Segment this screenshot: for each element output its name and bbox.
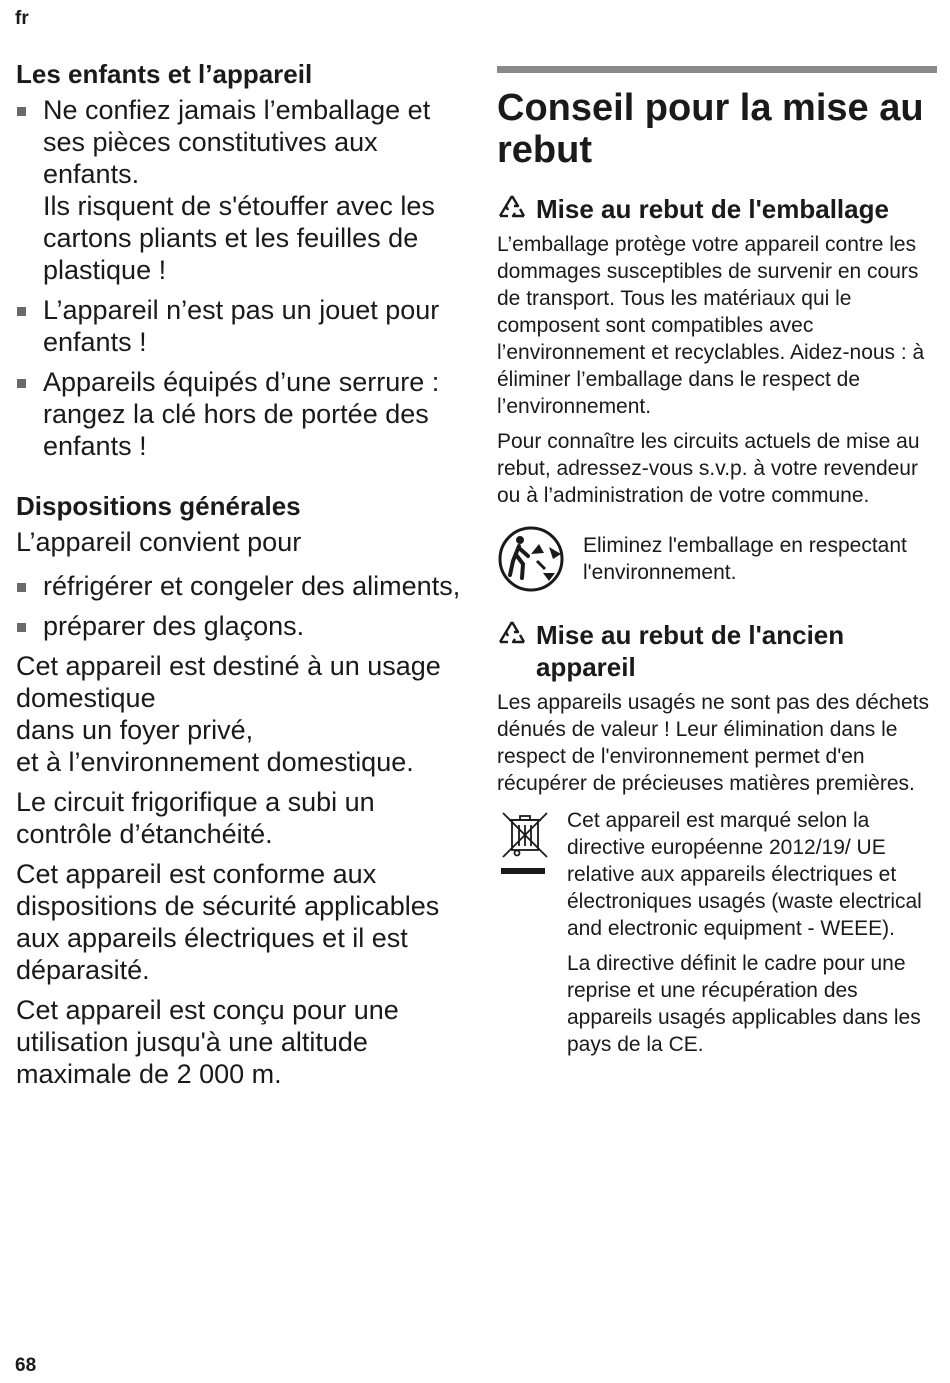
section-divider [497,66,937,73]
page-number: 68 [15,1355,37,1376]
weee-paragraph: La directive définit le cadre pour une reprise et une récupération des appareils usagés applicables dans les pays de la CE. [567,952,921,1056]
section-title-children: Les enfants et l’appareil [16,59,313,89]
list-item-text: Appareils équipés d’une serrure : rangez la clé hors de portée des enfants ! [43,367,440,461]
list-item-text: préparer des glaçons. [43,611,305,641]
section-title-packaging [497,193,937,225]
section-title-text: Mise au rebut de l'ancien appareil [536,620,845,682]
recycle-icon [497,193,527,223]
tidyman-notice [497,523,937,595]
list-item [16,366,466,462]
general-paragraph: Le circuit frigorifique a subi un contrôle d’étanchéité. [16,787,375,849]
bullet-square-icon [17,107,26,116]
list-item [16,570,466,602]
bullet-square-icon [17,379,26,388]
list-item-text: L’appareil n’est pas un jouet pour enfants ! [43,295,440,357]
general-paragraph: Cet appareil est conforme aux dispositions de sécurité applicables aux appareils électriques et il est déparasité. [16,859,440,985]
list-item [16,294,466,358]
weee-paragraph: Cet appareil est marqué selon la directive européenne 2012/19/ UE relative aux appareils électriques et électroniques usagés (waste electrical and electronic equipment - WEEE). [567,809,922,940]
section-title-general: Dispositions générales [16,491,301,521]
old-appliance-intro: Les appareils usagés ne sont pas des déchets dénués de valeur ! Leur élimination dans le respect de l'environnement permet d'en récupérer de précieuses matières premières. [497,691,929,795]
packaging-paragraph: Pour connaître les circuits actuels de mise au rebut, adressez-vous s.v.p. à votre revendeur ou à l’administration de votre commune. [497,430,920,507]
tidyman-recycling-icon [497,523,573,595]
packaging-paragraph: L’emballage protège votre appareil contre les dommages susceptibles de survenir en cours de transport. Tous les matériaux qui le composent sont compatibles avec l’environnement et recyclables. Aidez-nous : à éliminer l’emballage dans le respect de l’environnement. [497,233,925,418]
section-title-text: Mise au rebut de l'emballage [536,194,889,224]
tidyman-caption: Eliminez l'emballage en respectant l'environnement. [583,534,907,584]
language-code: fr [15,8,29,29]
right-column [497,66,937,1066]
weee-notice [497,807,937,1066]
general-bullet-list [16,570,466,642]
crossed-out-bin-icon [497,807,553,879]
left-column [16,58,466,1098]
weee-text [567,807,937,1066]
bullet-square-icon [17,623,26,632]
page-title: Conseil pour la mise au rebut [497,87,924,171]
section-title-old-appliance [497,619,937,683]
list-item [16,610,466,642]
children-bullet-list [16,94,466,462]
general-paragraph: Cet appareil est conçu pour une utilisation jusqu'à une altitude maximale de 2 000 m. [16,995,399,1089]
bullet-square-icon [17,307,26,316]
list-item-text: Ne confiez jamais l’emballage et ses pièces constitutives aux enfants. Ils risquent de s'étouffer avec les cartons pliants et les feuilles de plastique ! [43,95,435,285]
list-item [16,94,466,286]
bullet-square-icon [17,583,26,592]
general-intro: L’appareil convient pour [16,527,302,557]
list-item-text: réfrigérer et congeler des aliments, [43,571,461,601]
general-paragraph: Cet appareil est destiné à un usage domestique dans un foyer privé, et à l’environnement domestique. [16,651,441,777]
recycle-icon [497,619,527,649]
